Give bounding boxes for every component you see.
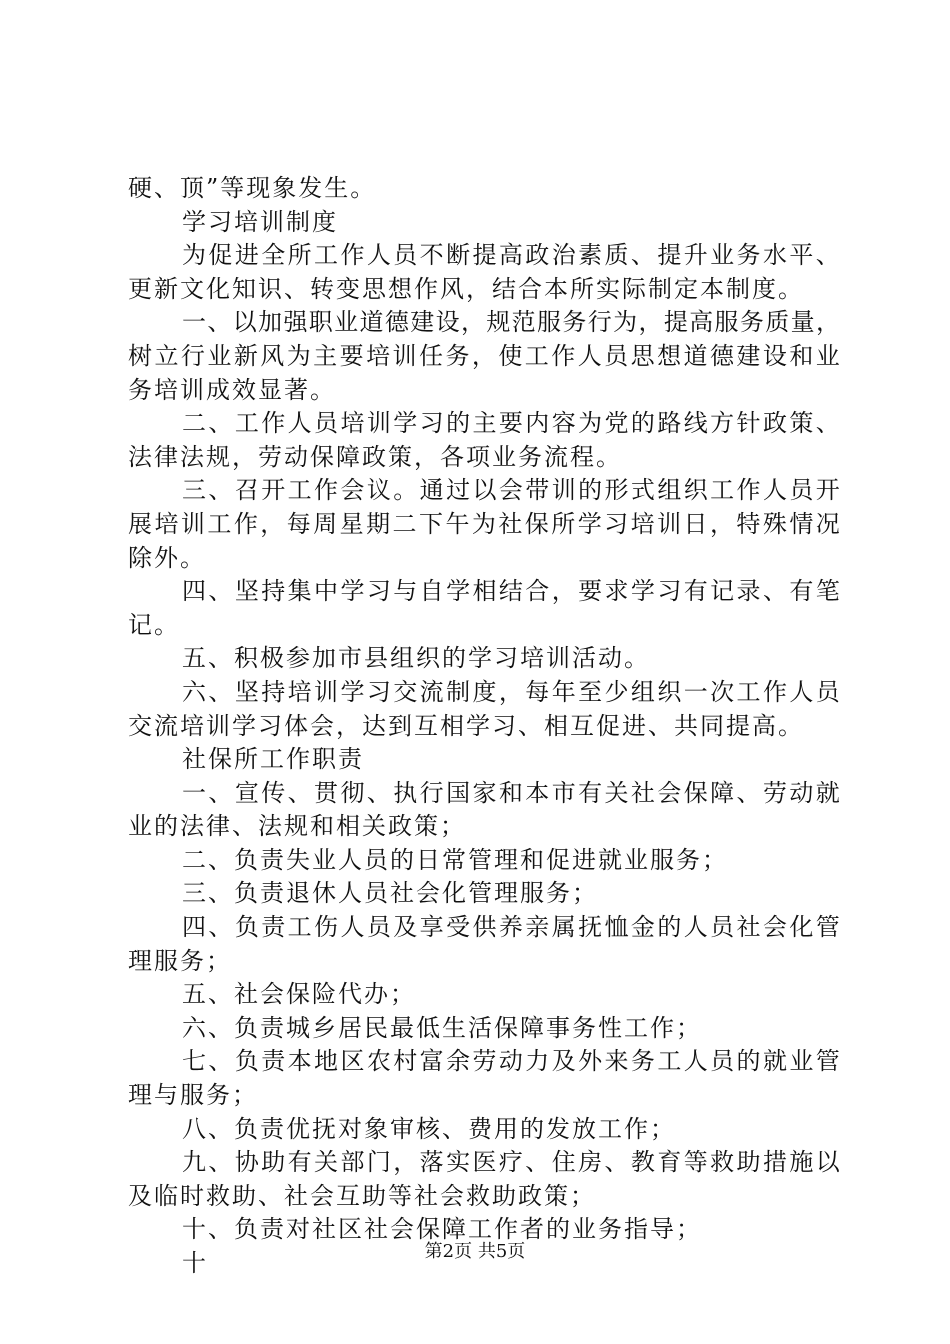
text-line: 务培训成效显著。 <box>128 375 336 404</box>
text-line: 四 、 坚 持 集 中 学 习 与 自 学 相 结 合 ， 要 求 学 习 有 记 录 、 有 笔 <box>182 577 840 606</box>
text-line: 二、负责失业人员的日常管理和促进就业服务； <box>182 845 728 874</box>
text-line: 树 立 行 业 新 风 为 主 要 培 训 任 务 ， 使 工 作 人 员 思 想 道 德 建 设 和 业 <box>128 341 840 370</box>
text-line: 三 、 召 开 工 作 会 议 。 通 过 以 会 带 训 的 形 式 组 织 工 作 人 员 开 <box>182 476 840 505</box>
text-line: 八、负责优抚对象审核、费用的发放工作； <box>182 1114 676 1143</box>
text-line: 十 <box>182 1249 208 1277</box>
text-line: 及临时救助、社会互助等社会救助政策； <box>128 1181 596 1210</box>
text-line: 法律法规，劳动保障政策，各项业务流程。 <box>128 442 622 471</box>
text-line: 硬、顶”等现象发生。 <box>128 174 377 202</box>
text-line: 为 促 进 全 所 工 作 人 员 不 断 提 高 政 治 素 质 、 提 升 业 务 水 平 、 <box>182 241 840 270</box>
text-line: 理与服务； <box>128 1081 258 1110</box>
text-line: 展 培 训 工 作 ， 每 周 星 期 二 下 午 为 社 保 所 学 习 培 训 日 ， 特 殊 情 况 <box>128 509 840 538</box>
text-line: 七 、 负 责 本 地 区 农 村 富 余 劳 动 力 及 外 来 务 工 人 员 的 就 业 管 <box>182 1047 840 1076</box>
text-line: 业的法律、法规和相关政策； <box>128 812 466 841</box>
text-line: 记。 <box>128 610 180 639</box>
text-line: 六、负责城乡居民最低生活保障事务性工作； <box>182 1013 702 1042</box>
page-footer: 第2页 共5页 <box>424 1241 526 1262</box>
text-line: 更新文化知识、转变思想作风，结合本所实际制定本制度。 <box>128 274 804 303</box>
text-line: 五、社会保险代办； <box>182 980 416 1009</box>
text-line: 十、负责对社区社会保障工作者的业务指导； <box>182 1215 702 1244</box>
text-line: 一 、 以 加 强 职 业 道 德 建 设 ， 规 范 服 务 行 为 ， 提 高 服 务 质 量 ， <box>182 308 840 337</box>
text-line: 除外。 <box>128 543 206 572</box>
document-body <box>128 172 840 1281</box>
text-line: 一 、 宣 传 、 贯 彻 、 执 行 国 家 和 本 市 有 关 社 会 保 障 、 劳 动 就 <box>182 778 840 807</box>
text-line: 五、积极参加市县组织的学习培训活动。 <box>182 644 650 673</box>
text-line: 二 、 工 作 人 员 培 训 学 习 的 主 要 内 容 为 党 的 路 线 方 针 政 策 、 <box>182 409 840 438</box>
text-line: 九 、 协 助 有 关 部 门 ， 落 实 医 疗 、 住 房 、 教 育 等 救 助 措 施 以 <box>182 1148 840 1177</box>
text-line: 理服务； <box>128 946 232 975</box>
text-line: 交流培训学习体会，达到互相学习、相互促进、共同提高。 <box>128 711 804 740</box>
text-line: 六 、 坚 持 培 训 学 习 交 流 制 度 ， 每 年 至 少 组 织 一 次 工 作 人 员 <box>182 677 840 706</box>
text-line: 社保所工作职责 <box>182 745 364 774</box>
text-line: 学习培训制度 <box>182 207 338 236</box>
text-line: 四 、 负 责 工 伤 人 员 及 享 受 供 养 亲 属 抚 恤 金 的 人 员 社 会 化 管 <box>182 913 840 942</box>
text-line: 三、负责退休人员社会化管理服务； <box>182 879 598 908</box>
